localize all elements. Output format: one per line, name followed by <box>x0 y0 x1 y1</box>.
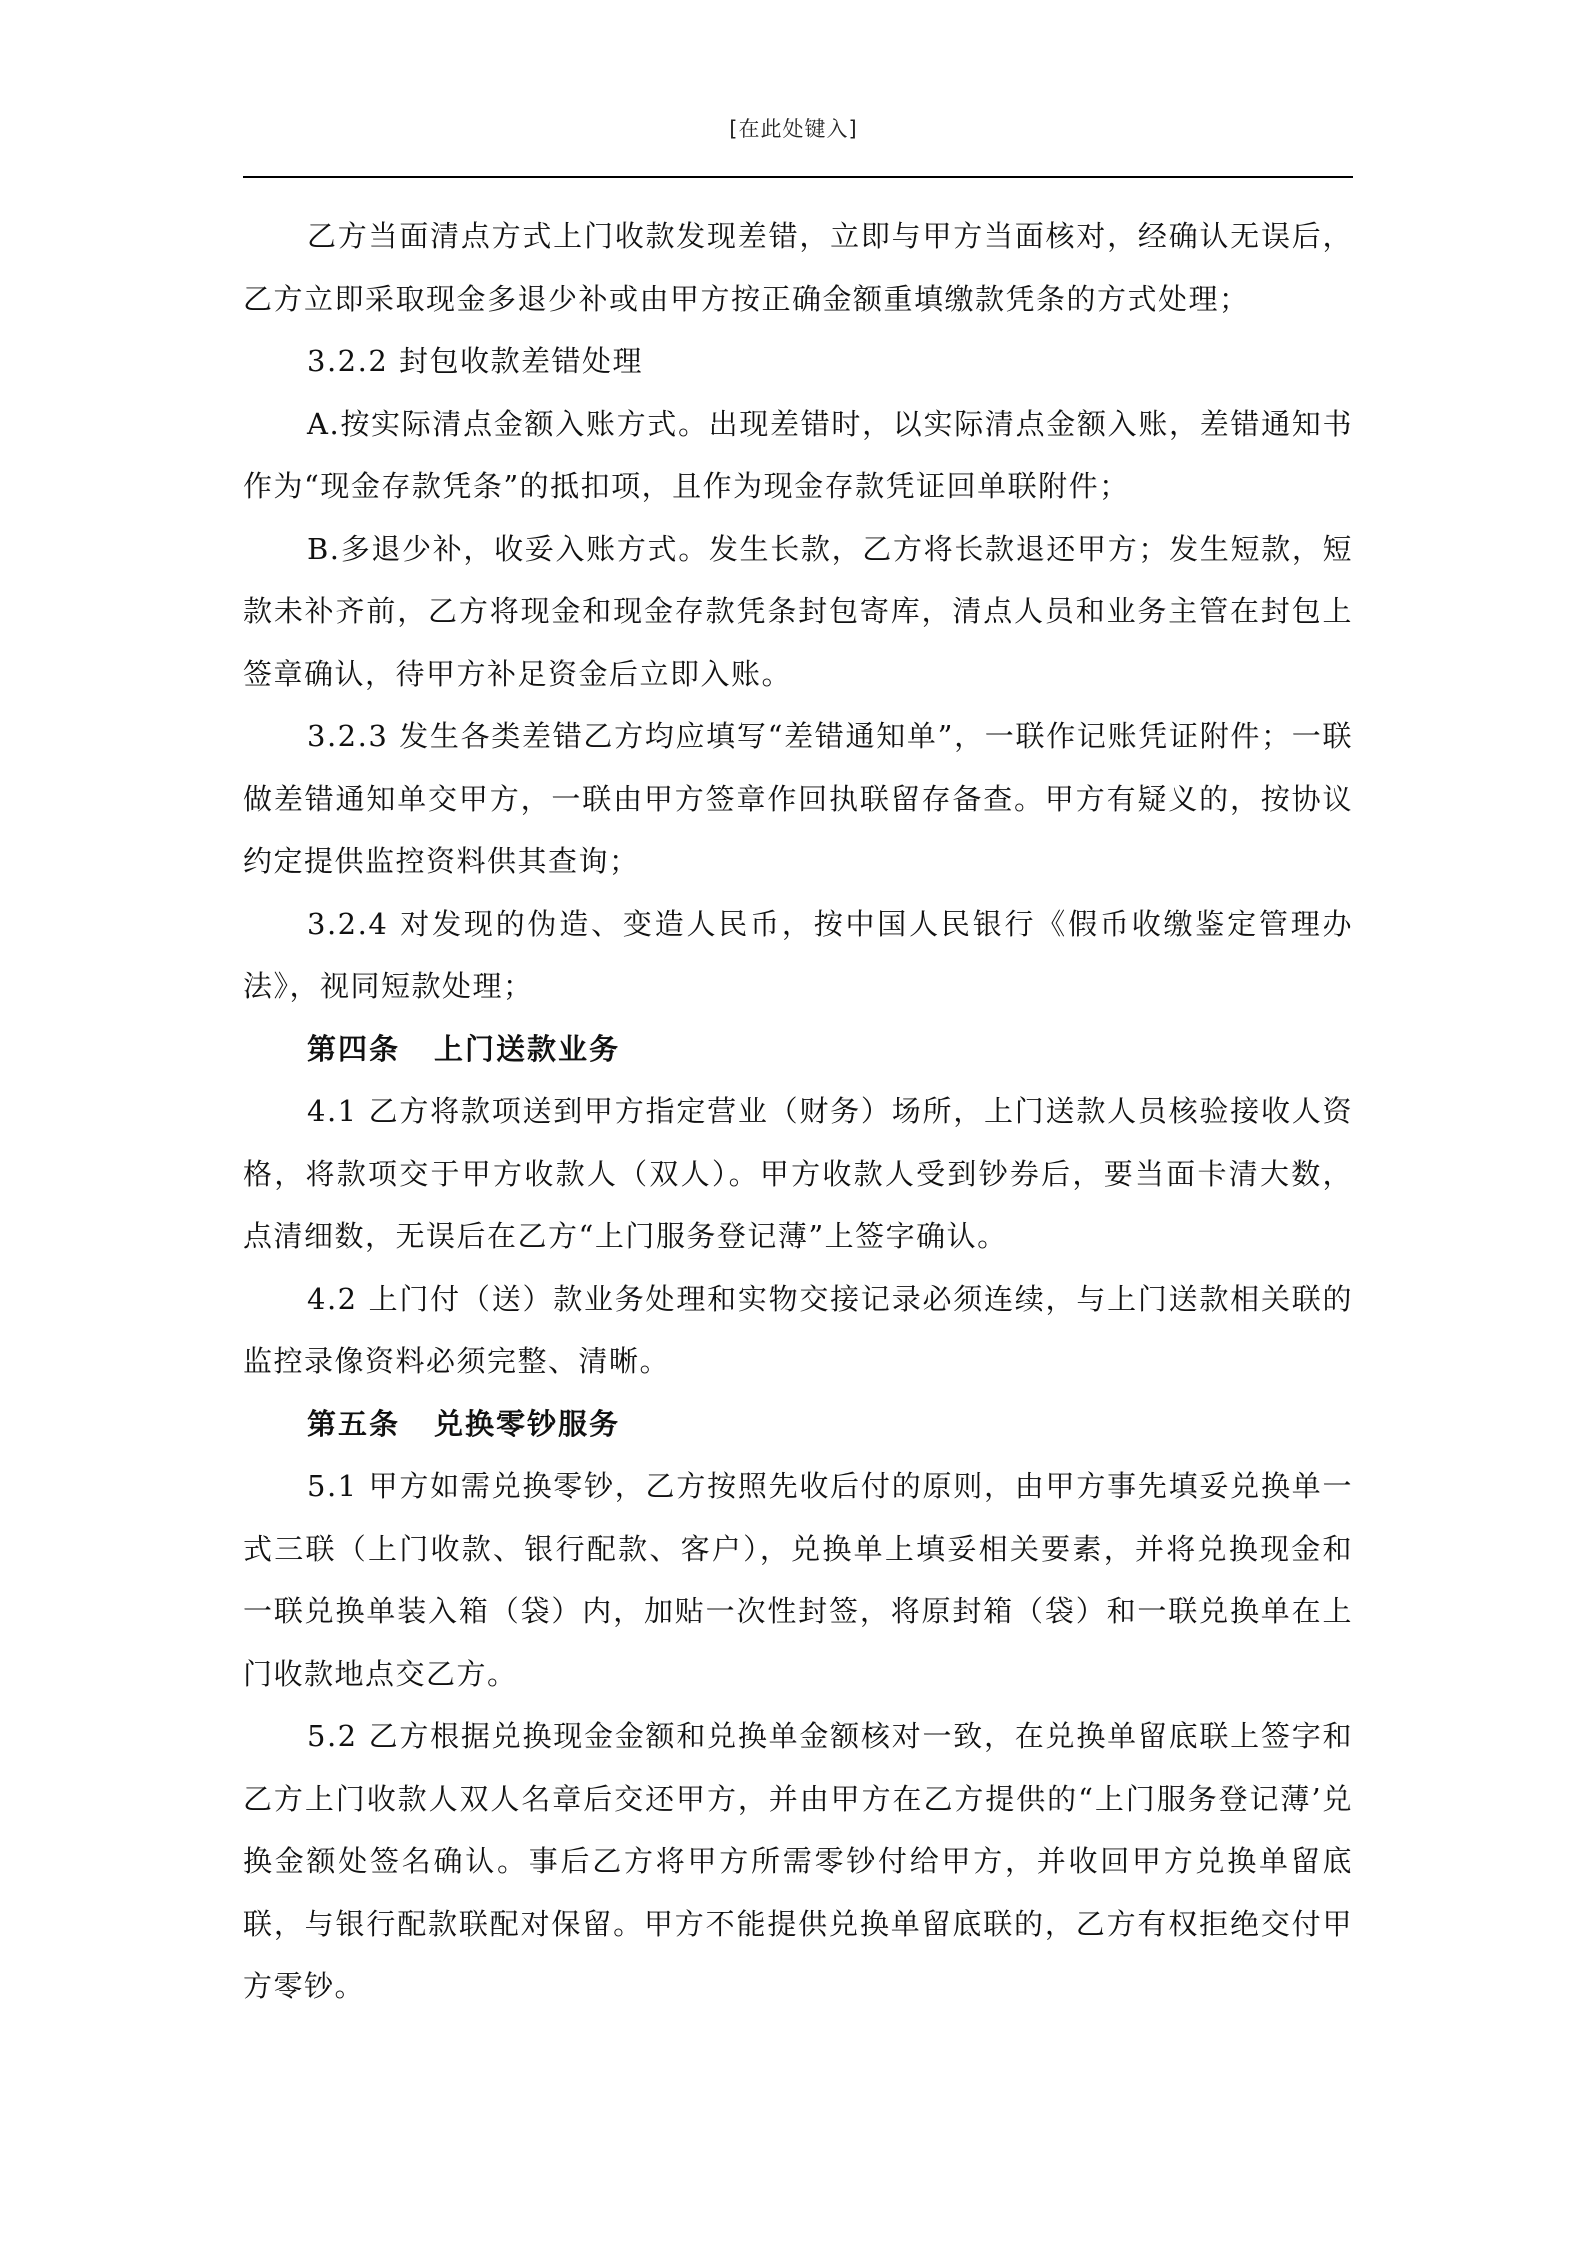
page-header-placeholder[interactable]: [在此处键入] <box>729 117 858 141</box>
paragraph-5-1: 5.1 甲方如需兑换零钞，乙方按照先收后付的原则，由甲方事先填妥兑换单一式三联（上门收款、银行配款、客户），兑换单上填妥相关要素，并将兑换现金和一联兑换单装入箱（袋）内，加贴一次性封签，将原封箱（袋）和一联兑换单在上门收款地点交乙方。 <box>243 1469 1353 1691</box>
article-5-heading <box>243 1393 1353 1456</box>
paragraph-3-2-3: 3.2.3 发生各类差错乙方均应填写“差错通知单”，一联作记账凭证附件；一联做差错通知单交甲方，一联由甲方签章作回执联留存备查。甲方有疑义的，按协议约定提供监控资料供其查询； <box>243 719 1353 878</box>
article-4-number: 第四条 <box>307 1031 401 1066</box>
article-4-title: 上门送款业务 <box>434 1031 621 1066</box>
paragraph-5-2: 5.2 乙方根据兑换现金金额和兑换单金额核对一致，在兑换单留底联上签字和乙方上门收款人双人名章后交还甲方，并由甲方在乙方提供的“上门服务登记薄’兑换金额处签名确认。事后乙方将甲方所需零钞付给甲方，并收回甲方兑换单留底联，与银行配款联配对保留。甲方不能提供兑换单留底联的，乙方有权拒绝交付甲方零钞。 <box>243 1719 1353 2003</box>
document-body <box>243 205 1353 2018</box>
subsection-heading-3-2-2: 3.2.2 封包收款差错处理 <box>307 344 644 378</box>
header-divider <box>243 176 1353 178</box>
paragraph-option-a: A.按实际清点金额入账方式。出现差错时，以实际清点金额入账，差错通知书作为“现金存款凭条”的抵扣项，且作为现金存款凭证回单联附件； <box>243 406 1353 503</box>
paragraph-option-b: B.多退少补，收妥入账方式。发生长款，乙方将长款退还甲方；发生短款，短款未补齐前，乙方将现金和现金存款凭条封包寄库，清点人员和业务主管在封包上签章确认，待甲方补足资金后立即入账。 <box>243 531 1353 691</box>
paragraph-on-site-count-error: 乙方当面清点方式上门收款发现差错，立即与甲方当面核对，经确认无误后，乙方立即采取现金多退少补或由甲方按正确金额重填缴款凭条的方式处理； <box>243 219 1353 316</box>
article-5-title: 兑换零钞服务 <box>434 1406 621 1441</box>
paragraph-3-2-4: 3.2.4 对发现的伪造、变造人民币，按中国人民银行《假币收缴鉴定管理办法》，视同短款处理； <box>243 906 1353 1003</box>
paragraph-4-2: 4.2 上门付（送）款业务处理和实物交接记录必须连续，与上门送款相关联的监控录像资料必须完整、清晰。 <box>243 1281 1353 1378</box>
article-5-number: 第五条 <box>307 1406 401 1441</box>
article-4-heading <box>243 1018 1353 1081</box>
paragraph-4-1: 4.1 乙方将款项送到甲方指定营业（财务）场所，上门送款人员核验接收人资格，将款项交于甲方收款人（双人）。甲方收款人受到钞券后，要当面卡清大数，点清细数，无误后在乙方“上门服务登记薄”上签字确认。 <box>243 1094 1353 1253</box>
